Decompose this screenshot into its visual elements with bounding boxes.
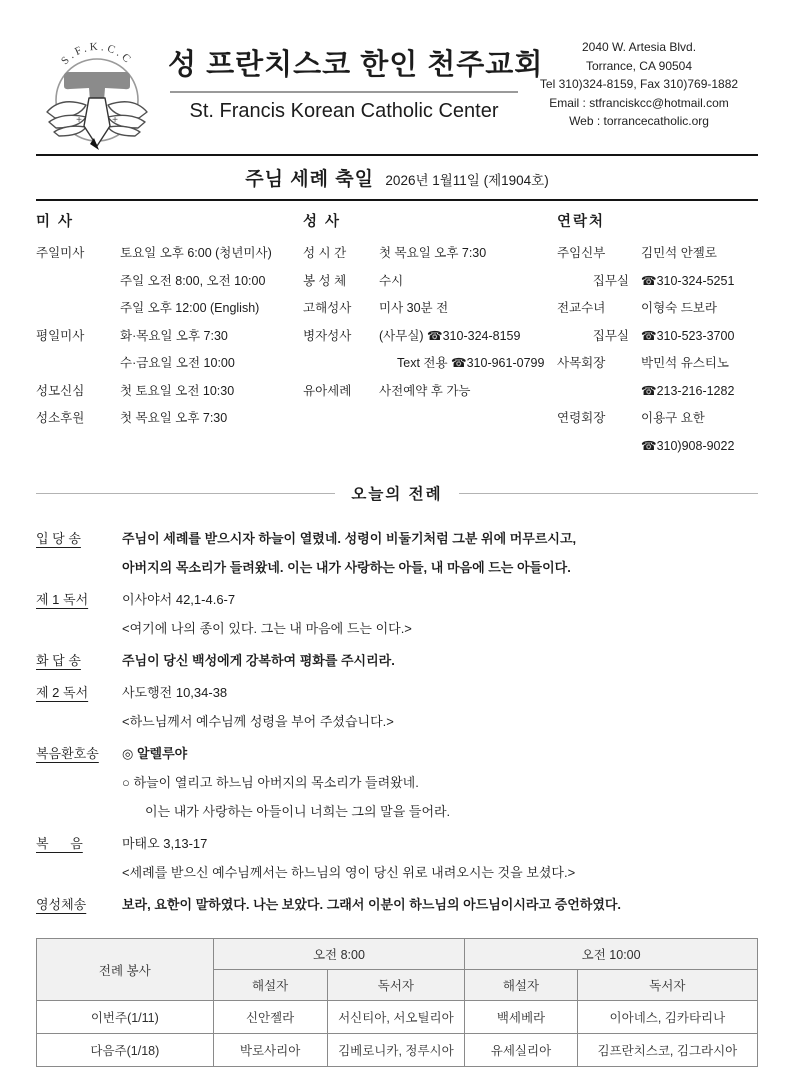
info-row: [557, 405, 758, 433]
liturgy-line: 마태오 3,13-17: [122, 836, 208, 851]
info-value: 박민석 유스티노: [641, 356, 729, 370]
table-cell: 김프란치스코, 김그라시아: [577, 1034, 757, 1067]
liturgy-content: [122, 646, 758, 675]
liturgy-line: 이는 내가 사랑하는 아들이니 너희는 그의 말을 들어라.: [145, 804, 451, 819]
schedule-table: [36, 938, 758, 1067]
web-line: Web : torrancecatholic.org: [569, 114, 709, 128]
table-header-row: [37, 939, 758, 970]
table-cell: 이아네스, 김카타리나: [577, 1001, 757, 1034]
info-row: [36, 405, 303, 433]
info-label: 주임신부: [557, 246, 606, 260]
church-title-en: St. Francis Korean Catholic Center: [189, 100, 499, 122]
info-label: 성모신심: [36, 383, 85, 398]
dove-icon: [84, 98, 110, 150]
liturgy-item: [36, 890, 758, 919]
table-cell: 박로사리아: [213, 1034, 327, 1067]
contact-block: [520, 26, 758, 131]
info-value: Text 전용 ☎310-961-0799: [397, 356, 545, 370]
info-row: [303, 350, 557, 378]
liturgy-content: [122, 739, 758, 826]
info-value: 수·금요일 오전 10:00: [120, 356, 235, 370]
email-line: Email : stfranciskcc@hotmail.com: [549, 95, 729, 110]
right-cross-mark: +: [112, 115, 118, 126]
liturgy-line: 이사야서 42,1-4.6-7: [122, 592, 236, 607]
liturgy-line: 아버지의 목소리가 들려왔네. 이는 내가 사랑하는 아들, 내 마음에 드는 아들이다.: [122, 560, 571, 575]
info-label: 주일미사: [36, 246, 85, 260]
liturgy-line: <하느님께서 예수님께 성령을 부어 주셨습니다.>: [122, 714, 394, 729]
liturgy-section-title: 오늘의 전례: [351, 486, 443, 503]
liturgy-content: [122, 678, 758, 736]
info-row: [557, 350, 758, 378]
info-row: [557, 268, 758, 296]
liturgy-label: 복음환호송: [36, 746, 99, 761]
liturgy-section-divider: [36, 482, 758, 504]
title-divider: [170, 91, 518, 93]
feast-title: 주님 세례 축일: [245, 169, 374, 190]
liturgy-content: [122, 829, 758, 887]
mass-heading: 미 사: [36, 214, 75, 230]
info-label: 연령회장: [557, 411, 606, 425]
info-label: 고해성사: [303, 301, 352, 315]
subheader-cell: 독서자: [577, 970, 757, 1001]
info-label: [303, 350, 379, 378]
divider-line-right: [459, 493, 758, 494]
subheader-cell: 해설자: [465, 970, 577, 1001]
info-value: 이형숙 드보라: [641, 301, 717, 315]
table-cell: 서신티아, 서오틸리아: [327, 1001, 465, 1034]
week-cell: 다음주(1/18): [37, 1034, 214, 1067]
info-row: [557, 378, 758, 406]
info-value: 첫 목요일 오후 7:30: [120, 411, 228, 425]
info-value: 주일 오후 12:00 (English): [120, 301, 260, 315]
week-cell: 이번주(1/11): [37, 1001, 214, 1034]
liturgy-label: 제 2 독서: [36, 685, 89, 700]
liturgy-line: 주님이 당신 백성에게 강복하여 평화를 주시리라.: [122, 653, 395, 668]
address-line-1: 2040 W. Artesia Blvd.: [581, 40, 697, 54]
left-cross-mark: +: [76, 115, 82, 126]
info-value: 토요일 오후 6:00 (청년미사): [120, 246, 272, 260]
church-title-ko: 성 프란치스코 한인 천주교회: [168, 49, 544, 81]
time-group-cell: 오전 10:00: [465, 939, 758, 970]
info-row: [36, 350, 303, 378]
info-row: [557, 295, 758, 323]
info-value: 첫 목요일 오후 7:30: [379, 246, 487, 260]
liturgy-label: 복 음: [36, 836, 83, 851]
info-value: 수시: [379, 273, 404, 288]
info-row: [36, 378, 303, 406]
info-row: [557, 240, 758, 268]
liturgy-label: 입 당 송: [36, 531, 81, 546]
contacts-heading: 연락처: [557, 214, 606, 230]
info-row: [303, 268, 557, 296]
info-label: [36, 268, 120, 296]
info-label: 전교수녀: [557, 301, 606, 315]
table-row: [37, 1034, 758, 1067]
subheader-cell: 독서자: [327, 970, 465, 1001]
info-label: 평일미사: [36, 328, 85, 343]
mass-column: [36, 210, 303, 460]
info-row: [557, 433, 758, 461]
issue-date: 2026년 1월11일 (제1904호): [385, 173, 549, 188]
info-value: ☎310-324-5251: [641, 273, 735, 288]
info-label: [557, 378, 629, 406]
corner-header-cell: 전례 봉사: [37, 939, 214, 1001]
info-label: 사목회장: [557, 356, 606, 370]
contacts-column: [557, 210, 758, 460]
info-label: 병자성사: [303, 328, 352, 343]
subheader-cell: 해설자: [213, 970, 327, 1001]
info-row: [36, 323, 303, 351]
info-label: 집무실: [592, 328, 629, 343]
info-value: 이용구 요한: [641, 411, 705, 425]
info-value: 미사 30분 전: [379, 301, 449, 315]
info-label: 봉 성 체: [303, 273, 347, 288]
table-cell: 신안젤라: [213, 1001, 327, 1034]
logo-acronym-arc: S.F.K.C.C: [59, 40, 135, 68]
liturgy-item: [36, 678, 758, 736]
time-group-cell: 오전 8:00: [213, 939, 465, 970]
sacraments-heading: 성 사: [303, 214, 342, 230]
liturgy-item: [36, 829, 758, 887]
liturgy-list: [36, 518, 758, 926]
table-row: [37, 1001, 758, 1034]
table-cell: 김베로니카, 정루시아: [327, 1034, 465, 1067]
info-value: ☎310-523-3700: [641, 328, 735, 343]
info-label: 성 시 간: [303, 246, 347, 260]
info-value: 화·목요일 오후 7:30: [120, 328, 228, 343]
info-value: 김민석 안젤로: [641, 246, 717, 260]
liturgy-label: 영성체송: [36, 897, 87, 912]
info-label: [36, 350, 120, 378]
liturgy-item: [36, 739, 758, 826]
info-label: 성소후원: [36, 411, 85, 425]
church-title-block: [168, 26, 544, 123]
info-row: [303, 323, 557, 351]
info-row: [557, 323, 758, 351]
info-row: [36, 295, 303, 323]
info-value: (사무실) ☎310-324-8159: [379, 328, 521, 343]
liturgy-line: 주님이 세례를 받으시자 하늘이 열렸네. 성령이 비둘기처럼 그분 위에 머무르시고,: [122, 531, 577, 546]
liturgy-content: [122, 890, 758, 919]
liturgy-label: 화 답 송: [36, 653, 81, 668]
divider-line-left: [36, 493, 335, 494]
info-row: [36, 240, 303, 268]
liturgy-item: [36, 646, 758, 675]
table-cell: 백세베라: [465, 1001, 577, 1034]
info-row: [303, 378, 557, 406]
header: [36, 26, 758, 150]
info-row: [303, 295, 557, 323]
info-value: ☎310)908-9022: [641, 438, 735, 453]
liturgy-line: <여기에 나의 종이 있다. 그는 내 마음에 드는 이다.>: [122, 621, 412, 636]
info-value: 사전예약 후 가능: [379, 383, 471, 398]
address-line-2: Torrance, CA 90504: [585, 58, 693, 73]
liturgy-item: [36, 585, 758, 643]
info-value: 첫 토요일 오전 10:30: [120, 383, 235, 398]
liturgy-line: 사도행전 10,34-38: [122, 685, 228, 700]
liturgy-content: [122, 524, 758, 582]
liturgy-line: <세례를 받으신 예수님께서는 하느님의 영이 당신 위로 내려오시는 것을 보셨다.>: [122, 865, 576, 880]
liturgy-line: ○ 하늘이 열리고 하느님 아버지의 목소리가 들려왔네.: [122, 775, 419, 790]
liturgy-line: 보라, 요한이 말하였다. 나는 보았다. 그래서 이분이 하느님의 아드님이시라고 증언하였다.: [122, 897, 622, 912]
tel-fax-line: Tel 310)324-8159, Fax 310)769-1882: [539, 77, 739, 91]
info-label: [36, 295, 120, 323]
liturgy-item: [36, 524, 758, 582]
info-label: [557, 433, 629, 461]
masthead: [36, 156, 758, 199]
info-section: [36, 201, 758, 472]
info-label: 유아세례: [303, 383, 352, 398]
info-row: [303, 240, 557, 268]
info-label: 집무실: [592, 273, 629, 288]
info-value: 주일 오전 8:00, 오전 10:00: [120, 273, 266, 288]
liturgy-label: 제 1 독서: [36, 592, 89, 607]
liturgy-line: ◎ 알렐루야: [122, 746, 188, 761]
info-row: [36, 268, 303, 296]
sacraments-column: [303, 210, 557, 460]
church-logo: [36, 26, 158, 150]
info-value: ☎213-216-1282: [641, 383, 735, 398]
table-cell: 유세실리아: [465, 1034, 577, 1067]
liturgy-content: [122, 585, 758, 643]
